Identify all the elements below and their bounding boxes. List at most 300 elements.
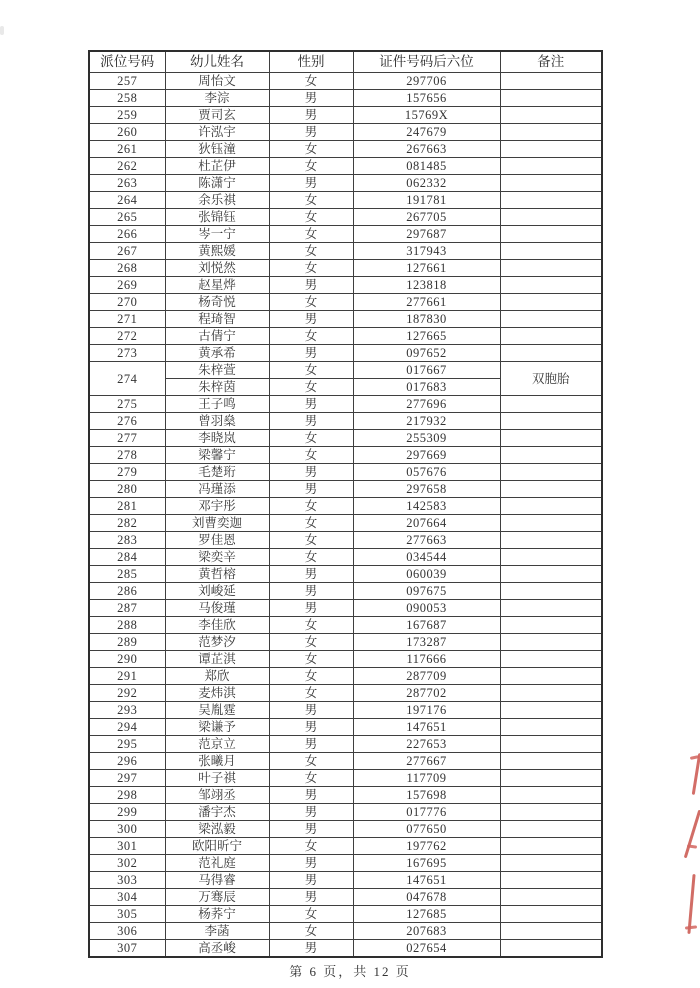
table-cell: 女 — [269, 685, 353, 702]
table-cell: 杨奇悦 — [165, 294, 269, 311]
table-cell — [500, 90, 602, 107]
table-cell: 284 — [89, 549, 165, 566]
table-row — [89, 549, 602, 566]
table-cell — [500, 226, 602, 243]
table-cell: 男 — [269, 413, 353, 430]
table-cell: 287709 — [353, 668, 500, 685]
table-cell — [500, 447, 602, 464]
table-cell: 女 — [269, 634, 353, 651]
table-cell: 男 — [269, 481, 353, 498]
table-cell: 275 — [89, 396, 165, 413]
table-cell: 男 — [269, 277, 353, 294]
table-row — [89, 855, 602, 872]
table-cell: 张曦月 — [165, 753, 269, 770]
table-cell: 298 — [89, 787, 165, 804]
table-cell — [500, 889, 602, 906]
table-row — [89, 73, 602, 90]
table-cell: 女 — [269, 447, 353, 464]
table-cell: 271 — [89, 311, 165, 328]
table-cell: 黄熙媛 — [165, 243, 269, 260]
table-cell: 王子鸣 — [165, 396, 269, 413]
table-cell — [500, 600, 602, 617]
table-row — [89, 770, 602, 787]
table-cell — [500, 328, 602, 345]
table-cell: 邹翊丞 — [165, 787, 269, 804]
seal-stroke — [684, 810, 700, 859]
table-cell: 269 — [89, 277, 165, 294]
table-cell: 毛楚珩 — [165, 464, 269, 481]
table-cell: 280 — [89, 481, 165, 498]
table-cell: 麦炜淇 — [165, 685, 269, 702]
table-cell: 274 — [89, 362, 165, 396]
table-cell — [500, 583, 602, 600]
table-cell: 女 — [269, 515, 353, 532]
table-cell: 277696 — [353, 396, 500, 413]
table-row — [89, 481, 602, 498]
header-row — [89, 51, 602, 73]
table-body — [89, 73, 602, 958]
table-cell: 297706 — [353, 73, 500, 90]
table-cell: 267705 — [353, 209, 500, 226]
table-cell — [500, 124, 602, 141]
table-cell — [500, 532, 602, 549]
table-row — [89, 124, 602, 141]
table-cell: 岑一宁 — [165, 226, 269, 243]
table-cell — [500, 736, 602, 753]
table-row — [89, 872, 602, 889]
table-cell: 262 — [89, 158, 165, 175]
table-row — [89, 464, 602, 481]
table-cell: 227653 — [353, 736, 500, 753]
table-cell: 127661 — [353, 260, 500, 277]
table-cell: 277661 — [353, 294, 500, 311]
table-cell — [500, 821, 602, 838]
table-cell: 男 — [269, 872, 353, 889]
table-cell: 260 — [89, 124, 165, 141]
table-row — [89, 889, 602, 906]
table-cell: 男 — [269, 889, 353, 906]
table-cell — [500, 549, 602, 566]
table-cell: 女 — [269, 532, 353, 549]
table-cell: 117666 — [353, 651, 500, 668]
table-cell: 097652 — [353, 345, 500, 362]
table-cell: 278 — [89, 447, 165, 464]
table-cell: 杨荞宁 — [165, 906, 269, 923]
table-cell: 268 — [89, 260, 165, 277]
table-cell: 程琦智 — [165, 311, 269, 328]
table-cell: 刘曹奕迦 — [165, 515, 269, 532]
table-cell: 287 — [89, 600, 165, 617]
table-cell: 15769X — [353, 107, 500, 124]
table-cell: 女 — [269, 668, 353, 685]
table-cell: 197176 — [353, 702, 500, 719]
table-cell: 017776 — [353, 804, 500, 821]
table-row — [89, 600, 602, 617]
table-cell: 冯瑾添 — [165, 481, 269, 498]
table-cell — [500, 464, 602, 481]
allocation-table — [88, 50, 603, 958]
table-cell: 207664 — [353, 515, 500, 532]
table-row — [89, 158, 602, 175]
table-row — [89, 294, 602, 311]
table-cell: 142583 — [353, 498, 500, 515]
column-header-2: 性别 — [269, 51, 353, 73]
table-cell: 258 — [89, 90, 165, 107]
table-cell: 女 — [269, 549, 353, 566]
table-cell — [500, 175, 602, 192]
table-cell — [500, 617, 602, 634]
table-cell — [500, 685, 602, 702]
table-cell: 女 — [269, 226, 353, 243]
table-cell: 男 — [269, 464, 353, 481]
table-cell — [500, 668, 602, 685]
table-cell: 291 — [89, 668, 165, 685]
table-cell: 034544 — [353, 549, 500, 566]
table-row — [89, 906, 602, 923]
table-cell: 男 — [269, 396, 353, 413]
table-cell: 257 — [89, 73, 165, 90]
table-cell: 127685 — [353, 906, 500, 923]
table-cell: 女 — [269, 294, 353, 311]
table-row — [89, 668, 602, 685]
table-cell — [500, 192, 602, 209]
table-cell: 郑欣 — [165, 668, 269, 685]
table-cell: 男 — [269, 345, 353, 362]
table-cell: 范礼庭 — [165, 855, 269, 872]
table-cell: 289 — [89, 634, 165, 651]
table-row — [89, 362, 602, 379]
table-row — [89, 209, 602, 226]
table-cell: 张锦钰 — [165, 209, 269, 226]
table-cell: 147651 — [353, 719, 500, 736]
table-row — [89, 430, 602, 447]
table-row — [89, 940, 602, 958]
table-cell: 060039 — [353, 566, 500, 583]
table-cell — [500, 906, 602, 923]
table-cell — [500, 481, 602, 498]
table-cell — [500, 430, 602, 447]
table-cell: 296 — [89, 753, 165, 770]
table-cell: 罗佳恩 — [165, 532, 269, 549]
table-row — [89, 583, 602, 600]
table-cell — [500, 294, 602, 311]
table-cell: 女 — [269, 328, 353, 345]
table-cell: 李菡 — [165, 923, 269, 940]
table-cell — [500, 243, 602, 260]
table-cell: 263 — [89, 175, 165, 192]
table-cell — [500, 73, 602, 90]
scan-artifact — [0, 26, 4, 35]
table-cell: 女 — [269, 141, 353, 158]
table-cell: 264 — [89, 192, 165, 209]
table-cell: 朱梓萱 — [165, 362, 269, 379]
table-row — [89, 107, 602, 124]
table-cell: 317943 — [353, 243, 500, 260]
table-cell: 李佳欣 — [165, 617, 269, 634]
table-row — [89, 90, 602, 107]
table-row — [89, 787, 602, 804]
table-cell: 潘宇杰 — [165, 804, 269, 821]
table-row — [89, 804, 602, 821]
table-cell: 027654 — [353, 940, 500, 958]
column-header-1: 幼儿姓名 — [165, 51, 269, 73]
table-cell: 男 — [269, 719, 353, 736]
table-row — [89, 532, 602, 549]
table-cell: 男 — [269, 175, 353, 192]
table-cell: 273 — [89, 345, 165, 362]
table-cell — [500, 838, 602, 855]
table-cell: 261 — [89, 141, 165, 158]
table-cell: 259 — [89, 107, 165, 124]
table-cell: 女 — [269, 651, 353, 668]
table-cell — [500, 396, 602, 413]
table-cell: 男 — [269, 787, 353, 804]
table-cell: 272 — [89, 328, 165, 345]
table-cell: 邓宇彤 — [165, 498, 269, 515]
table-cell: 男 — [269, 940, 353, 958]
table-cell: 282 — [89, 515, 165, 532]
table-cell: 127665 — [353, 328, 500, 345]
table-cell: 周怡文 — [165, 73, 269, 90]
table-row — [89, 192, 602, 209]
table-cell: 057676 — [353, 464, 500, 481]
table-cell — [500, 345, 602, 362]
table-cell: 304 — [89, 889, 165, 906]
table-cell: 302 — [89, 855, 165, 872]
table-cell: 297 — [89, 770, 165, 787]
table-cell: 292 — [89, 685, 165, 702]
table-cell: 范京立 — [165, 736, 269, 753]
table-cell — [500, 209, 602, 226]
table-cell: 万骞辰 — [165, 889, 269, 906]
table-cell: 123818 — [353, 277, 500, 294]
table-cell: 贾司玄 — [165, 107, 269, 124]
table-cell: 女 — [269, 362, 353, 379]
table-row — [89, 634, 602, 651]
page-footer: 第 6 页，共 12 页 — [289, 964, 411, 979]
table-cell: 293 — [89, 702, 165, 719]
table-cell — [500, 515, 602, 532]
table-cell: 女 — [269, 243, 353, 260]
table-cell: 男 — [269, 855, 353, 872]
table-cell: 女 — [269, 430, 353, 447]
table-cell — [500, 702, 602, 719]
table-cell — [500, 719, 602, 736]
table-cell: 男 — [269, 821, 353, 838]
table-cell: 307 — [89, 940, 165, 958]
table-cell: 062332 — [353, 175, 500, 192]
table-cell: 刘悦然 — [165, 260, 269, 277]
table-row — [89, 566, 602, 583]
table-cell — [500, 923, 602, 940]
table-cell: 047678 — [353, 889, 500, 906]
table-cell: 男 — [269, 600, 353, 617]
table-cell: 017667 — [353, 362, 500, 379]
table-cell: 男 — [269, 107, 353, 124]
table-cell: 男 — [269, 311, 353, 328]
table-cell — [500, 770, 602, 787]
table-cell: 167695 — [353, 855, 500, 872]
table-row — [89, 702, 602, 719]
table-row — [89, 617, 602, 634]
table-cell: 297669 — [353, 447, 500, 464]
table-cell: 187830 — [353, 311, 500, 328]
table-cell: 许泓宇 — [165, 124, 269, 141]
table-cell: 277667 — [353, 753, 500, 770]
table-cell: 梁奕辛 — [165, 549, 269, 566]
table-row — [89, 243, 602, 260]
table-cell: 276 — [89, 413, 165, 430]
table-cell: 294 — [89, 719, 165, 736]
table-row — [89, 260, 602, 277]
table-cell — [500, 260, 602, 277]
table-cell: 女 — [269, 906, 353, 923]
table-cell: 157698 — [353, 787, 500, 804]
table-cell: 男 — [269, 583, 353, 600]
table-cell: 255309 — [353, 430, 500, 447]
table-cell — [500, 566, 602, 583]
table-cell — [500, 498, 602, 515]
table-cell — [500, 855, 602, 872]
table-cell: 290 — [89, 651, 165, 668]
table-row — [89, 175, 602, 192]
table-cell: 277663 — [353, 532, 500, 549]
table-cell: 女 — [269, 498, 353, 515]
table-cell: 男 — [269, 90, 353, 107]
table-cell: 男 — [269, 566, 353, 583]
table-row — [89, 277, 602, 294]
table-row — [89, 515, 602, 532]
table-cell: 277 — [89, 430, 165, 447]
table-cell — [500, 753, 602, 770]
table-cell: 197762 — [353, 838, 500, 855]
table-cell: 双胞胎 — [500, 362, 602, 396]
table-cell: 279 — [89, 464, 165, 481]
table-cell: 299 — [89, 804, 165, 821]
table-row — [89, 821, 602, 838]
table-cell: 283 — [89, 532, 165, 549]
table-cell: 谭芷淇 — [165, 651, 269, 668]
table-cell: 马俊瑾 — [165, 600, 269, 617]
table-cell — [500, 141, 602, 158]
table-cell: 女 — [269, 73, 353, 90]
table-cell — [500, 651, 602, 668]
table-cell: 欧阳昕宁 — [165, 838, 269, 855]
table-cell: 305 — [89, 906, 165, 923]
table-cell — [500, 277, 602, 294]
table-cell: 女 — [269, 379, 353, 396]
table-cell: 古倩宁 — [165, 328, 269, 345]
table-row — [89, 685, 602, 702]
table-cell: 朱梓茵 — [165, 379, 269, 396]
table-cell: 301 — [89, 838, 165, 855]
table-cell: 286 — [89, 583, 165, 600]
table-cell: 081485 — [353, 158, 500, 175]
table-row — [89, 413, 602, 430]
table-row — [89, 719, 602, 736]
table-cell: 207683 — [353, 923, 500, 940]
table-cell: 范梦汐 — [165, 634, 269, 651]
table-cell: 梁谦予 — [165, 719, 269, 736]
table-cell: 266 — [89, 226, 165, 243]
table-cell: 女 — [269, 209, 353, 226]
table-cell: 陈潇宁 — [165, 175, 269, 192]
column-header-3: 证件号码后六位 — [353, 51, 500, 73]
table-cell: 马得睿 — [165, 872, 269, 889]
table-cell: 297687 — [353, 226, 500, 243]
table-cell: 梁馨宁 — [165, 447, 269, 464]
table-cell: 117709 — [353, 770, 500, 787]
table-cell: 288 — [89, 617, 165, 634]
table-cell: 270 — [89, 294, 165, 311]
table-cell: 297658 — [353, 481, 500, 498]
table-row — [89, 736, 602, 753]
table-cell — [500, 413, 602, 430]
table-cell — [500, 158, 602, 175]
table-cell: 梁泓毅 — [165, 821, 269, 838]
table-cell: 265 — [89, 209, 165, 226]
table-row — [89, 838, 602, 855]
table-cell: 男 — [269, 702, 353, 719]
table-cell — [500, 311, 602, 328]
table-cell: 173287 — [353, 634, 500, 651]
table-row — [89, 498, 602, 515]
table-cell: 李淙 — [165, 90, 269, 107]
table-cell: 女 — [269, 753, 353, 770]
table-cell: 男 — [269, 736, 353, 753]
table-cell: 295 — [89, 736, 165, 753]
table-cell — [500, 872, 602, 889]
table-cell: 017683 — [353, 379, 500, 396]
table-cell: 077650 — [353, 821, 500, 838]
table-cell — [500, 634, 602, 651]
column-header-4: 备注 — [500, 51, 602, 73]
table-cell: 叶子祺 — [165, 770, 269, 787]
table-cell — [500, 787, 602, 804]
table-cell: 247679 — [353, 124, 500, 141]
table-cell: 李晓岚 — [165, 430, 269, 447]
table-cell: 男 — [269, 124, 353, 141]
table-cell: 高丞峻 — [165, 940, 269, 958]
table-cell: 女 — [269, 192, 353, 209]
table-row — [89, 345, 602, 362]
table-cell: 黄哲榕 — [165, 566, 269, 583]
table-cell: 191781 — [353, 192, 500, 209]
table-cell: 287702 — [353, 685, 500, 702]
table-cell — [500, 107, 602, 124]
table-cell: 300 — [89, 821, 165, 838]
table-row — [89, 226, 602, 243]
table-cell: 曾羽燊 — [165, 413, 269, 430]
table-cell: 男 — [269, 804, 353, 821]
table-cell: 黄承希 — [165, 345, 269, 362]
table-cell: 217932 — [353, 413, 500, 430]
table-row — [89, 923, 602, 940]
table-cell: 267 — [89, 243, 165, 260]
table-cell — [500, 804, 602, 821]
table-row — [89, 753, 602, 770]
table-cell: 267663 — [353, 141, 500, 158]
table-cell: 女 — [269, 617, 353, 634]
table-row — [89, 141, 602, 158]
table-row — [89, 328, 602, 345]
table-row — [89, 396, 602, 413]
table-cell: 147651 — [353, 872, 500, 889]
table-cell — [500, 940, 602, 958]
table-cell: 303 — [89, 872, 165, 889]
table-cell: 097675 — [353, 583, 500, 600]
table-cell: 赵星烨 — [165, 277, 269, 294]
